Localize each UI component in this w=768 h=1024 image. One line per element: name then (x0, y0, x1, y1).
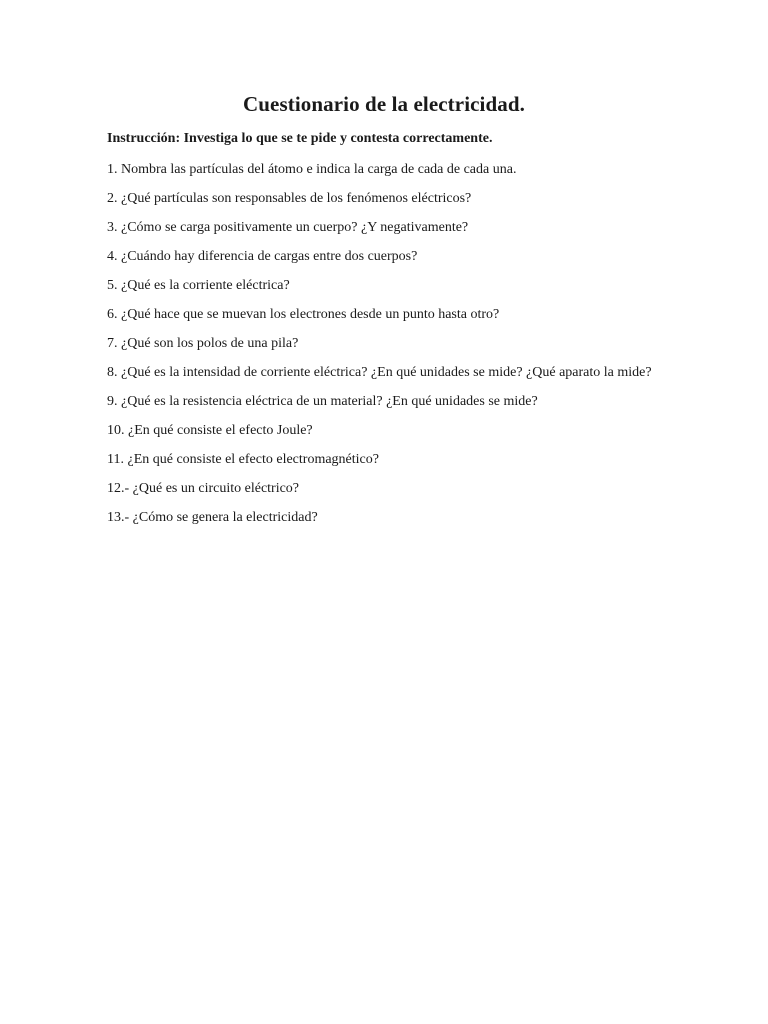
question-item: 6. ¿Qué hace que se muevan los electrones desde un punto hasta otro? (107, 307, 500, 322)
question-list (107, 160, 667, 537)
question-item: 10. ¿En qué consiste el efecto Joule? (107, 423, 313, 438)
instruction-text: Instrucción: Investiga lo que se te pide y contesta correctamente. (107, 131, 493, 146)
question-item: 3. ¿Cómo se carga positivamente un cuerpo? ¿Y negativamente? (107, 220, 469, 235)
question-item: 5. ¿Qué es la corriente eléctrica? (107, 278, 290, 293)
question-item: 12.- ¿Qué es un circuito eléctrico? (107, 481, 300, 496)
question-item: 2. ¿Qué partículas son responsables de los fenómenos eléctricos? (107, 191, 472, 206)
question-item: 8. ¿Qué es la intensidad de corriente eléctrica? ¿En qué unidades se mide? ¿Qué aparato la mide? (107, 365, 652, 380)
question-item: 13.- ¿Cómo se genera la electricidad? (107, 510, 318, 525)
question-item: 7. ¿Qué son los polos de una pila? (107, 336, 299, 351)
question-item: 1. Nombra las partículas del átomo e indica la carga de cada de cada una. (107, 162, 517, 177)
page-title: Cuestionario de la electricidad. (243, 92, 525, 116)
question-item: 9. ¿Qué es la resistencia eléctrica de un material? ¿En qué unidades se mide? (107, 394, 538, 409)
question-item: 4. ¿Cuándo hay diferencia de cargas entre dos cuerpos? (107, 249, 418, 264)
question-item: 11. ¿En qué consiste el efecto electromagnético? (107, 452, 379, 467)
